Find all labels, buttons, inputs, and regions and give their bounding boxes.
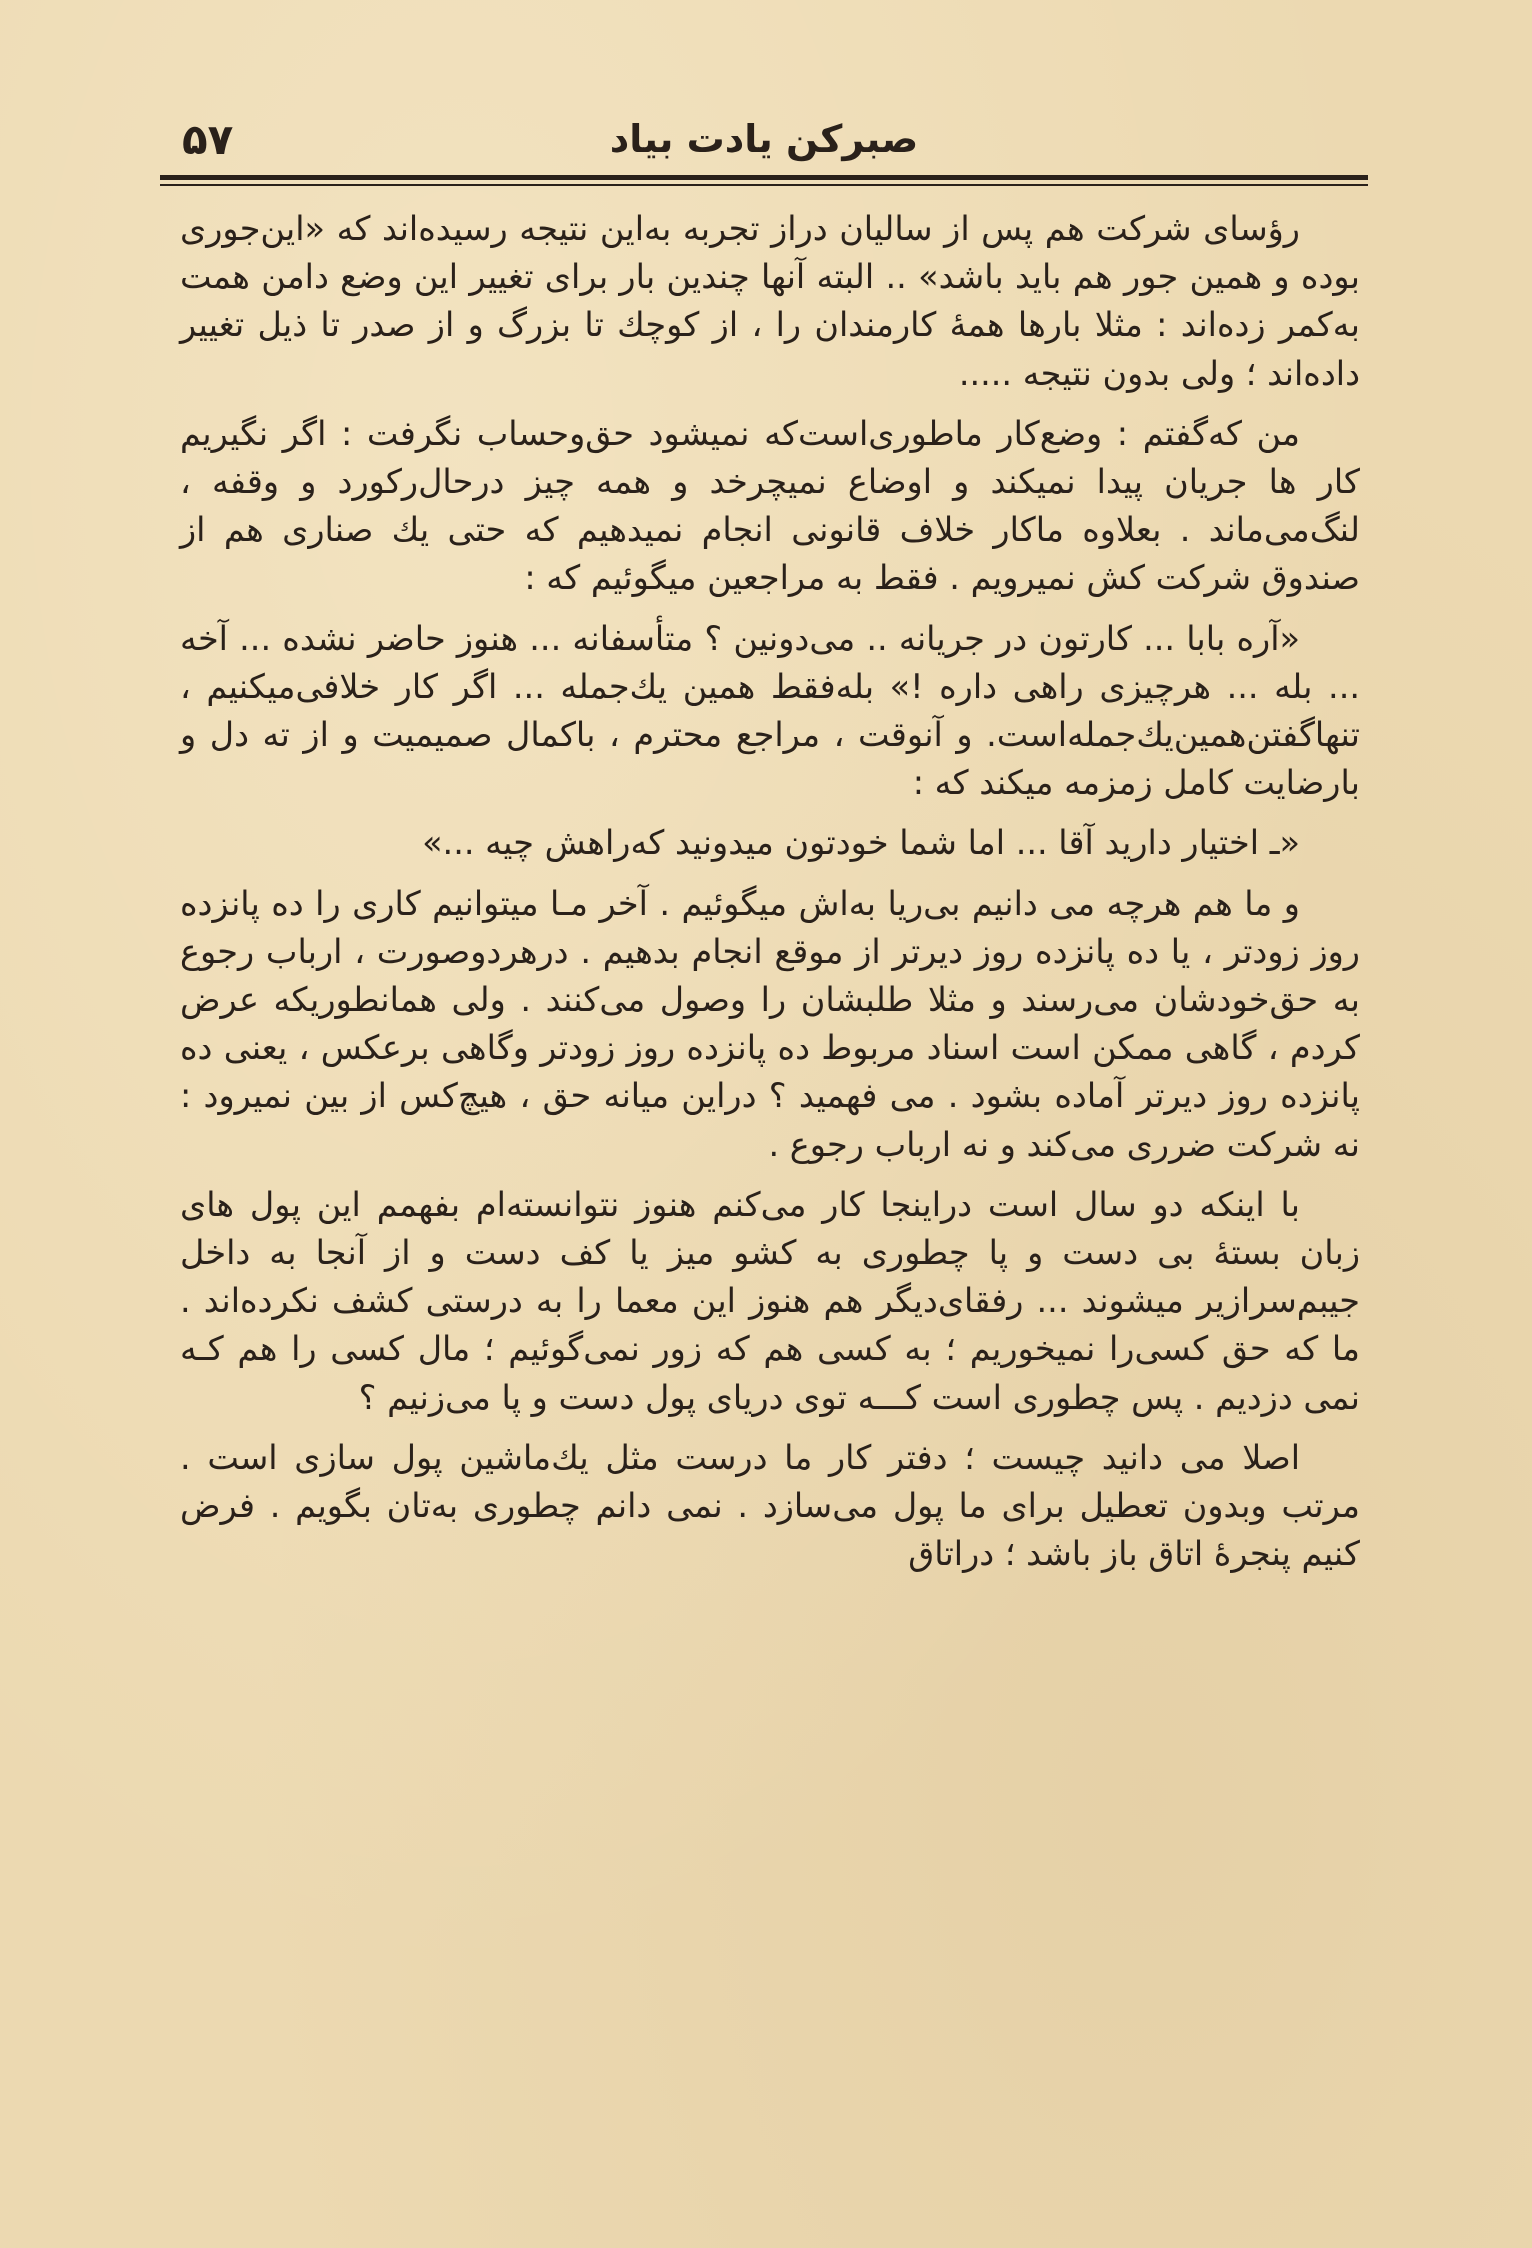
- paragraph: و ما هم هرچه می دانیم بی‌ریا به‌اش میگوئیم . آخر مـا میتوانیم کاری را ده پانزده روز زودتر ، یا ده پانزده روز دیرتر از موقع انجام بدهیم . درهردوصورت ، ارباب رجوع به حق‌خودشان می‌رسند و مثلا طلبشان را وصول می‌کنند . ولی همانطوریکه عرض کردم ، گاهی ممکن است اسناد مربوط ده پانزده روز زودتر وگاهی برعکس ، یعنی ده پانزده روز دیرتر آماده بشود . می فهمید ؟ دراین میانه حق ، هیچ‌کس از بین نمیرود : نه شرکت ضرری می‌کند و نه ارباب رجوع .: [180, 883, 1360, 1164]
- paragraph: رؤسای شرکت هم پس از سالیان دراز تجربه به‌این نتیجه رسیده‌اند که «این‌جوری بوده و همین جور هم باید باشد» .. البته آنها چندین بار برای تغییر این وضع دامن همت به‌کمر زده‌اند : مثلا بارها همهٔ کارمندان را ، از کوچك تا بزرگ و از صدر تا ذیل تغییر داده‌اند ؛ ولی بدون نتیجه .....: [180, 209, 1360, 393]
- paragraph: «ـ اختیار دارید آقا ... اما شما خودتون میدونید که‌راهش چیه ...»: [422, 823, 1300, 863]
- header-rule-thick: [160, 175, 1368, 180]
- paragraph: من که‌گفتم : وضع‌کار ماطوری‌است‌که نمیشود حق‌وحساب نگرفت : اگر نگیریم کار ها جریان پیدا نمیکند و اوضاع نمیچرخد و همه چیز درحال‌رکورد و وقفه ، لنگ‌می‌ماند . بعلاوه ماکار خلاف قانونی انجام نمیدهیم که حتی یك صناری هم از صندوق شرکت کش نمیرویم . فقط به مراجعین میگوئیم که :: [180, 413, 1360, 598]
- header-rule-thin: [160, 184, 1368, 186]
- body-text: [180, 205, 1360, 1590]
- running-title: صبرکن یادت بیاد: [609, 117, 919, 161]
- paragraph: با اینکه دو سال است دراینجا کار می‌کنم هنوز نتوانسته‌ام بفهمم این پول های زبان بستهٔ بی دست و پا چطوری به کشو میز یا کف دست و از آنجا به داخل جیبم‌سرازیر میشوند ... رفقای‌دیگر هم هنوز این معما را به درستی کشف نکرده‌اند . ما که حق کسی‌را نمیخوریم ؛ به کسی هم که زور نمی‌گوئیم ؛ مال کسی را هم کـه نمی دزدیم . پس چطوری است کـــه توی دریای پول دست و پا می‌زنیم ؟: [180, 1184, 1360, 1417]
- paragraph: «آره بابا ... کارتون در جریانه .. می‌دونین ؟ متأسفانه ... هنوز حاضر نشده ... آخه ... بله ... هرچیزی راهی داره !» بله‌فقط همین یك‌جمله ... اگر کار خلافی‌میکنیم ، تنهاگفتن‌همین‌یك‌جمله‌است. و آنوقت ، مراجع محترم ، باکمال صمیمیت و از ته دل و بارضایت کامل زمزمه میکند که :: [180, 618, 1360, 803]
- page-number: ۵۷: [182, 115, 234, 164]
- page-header: [160, 105, 1368, 175]
- paragraph: اصلا می دانید چیست ؛ دفتر کار ما درست مثل یك‌ماشین پول سازی است . مرتب وبدون تعطیل برای ما پول می‌سازد . نمی دانم چطوری به‌تان بگویم . فرض کنیم پنجرهٔ اتاق باز باشد ؛ دراتاق: [180, 1437, 1360, 1574]
